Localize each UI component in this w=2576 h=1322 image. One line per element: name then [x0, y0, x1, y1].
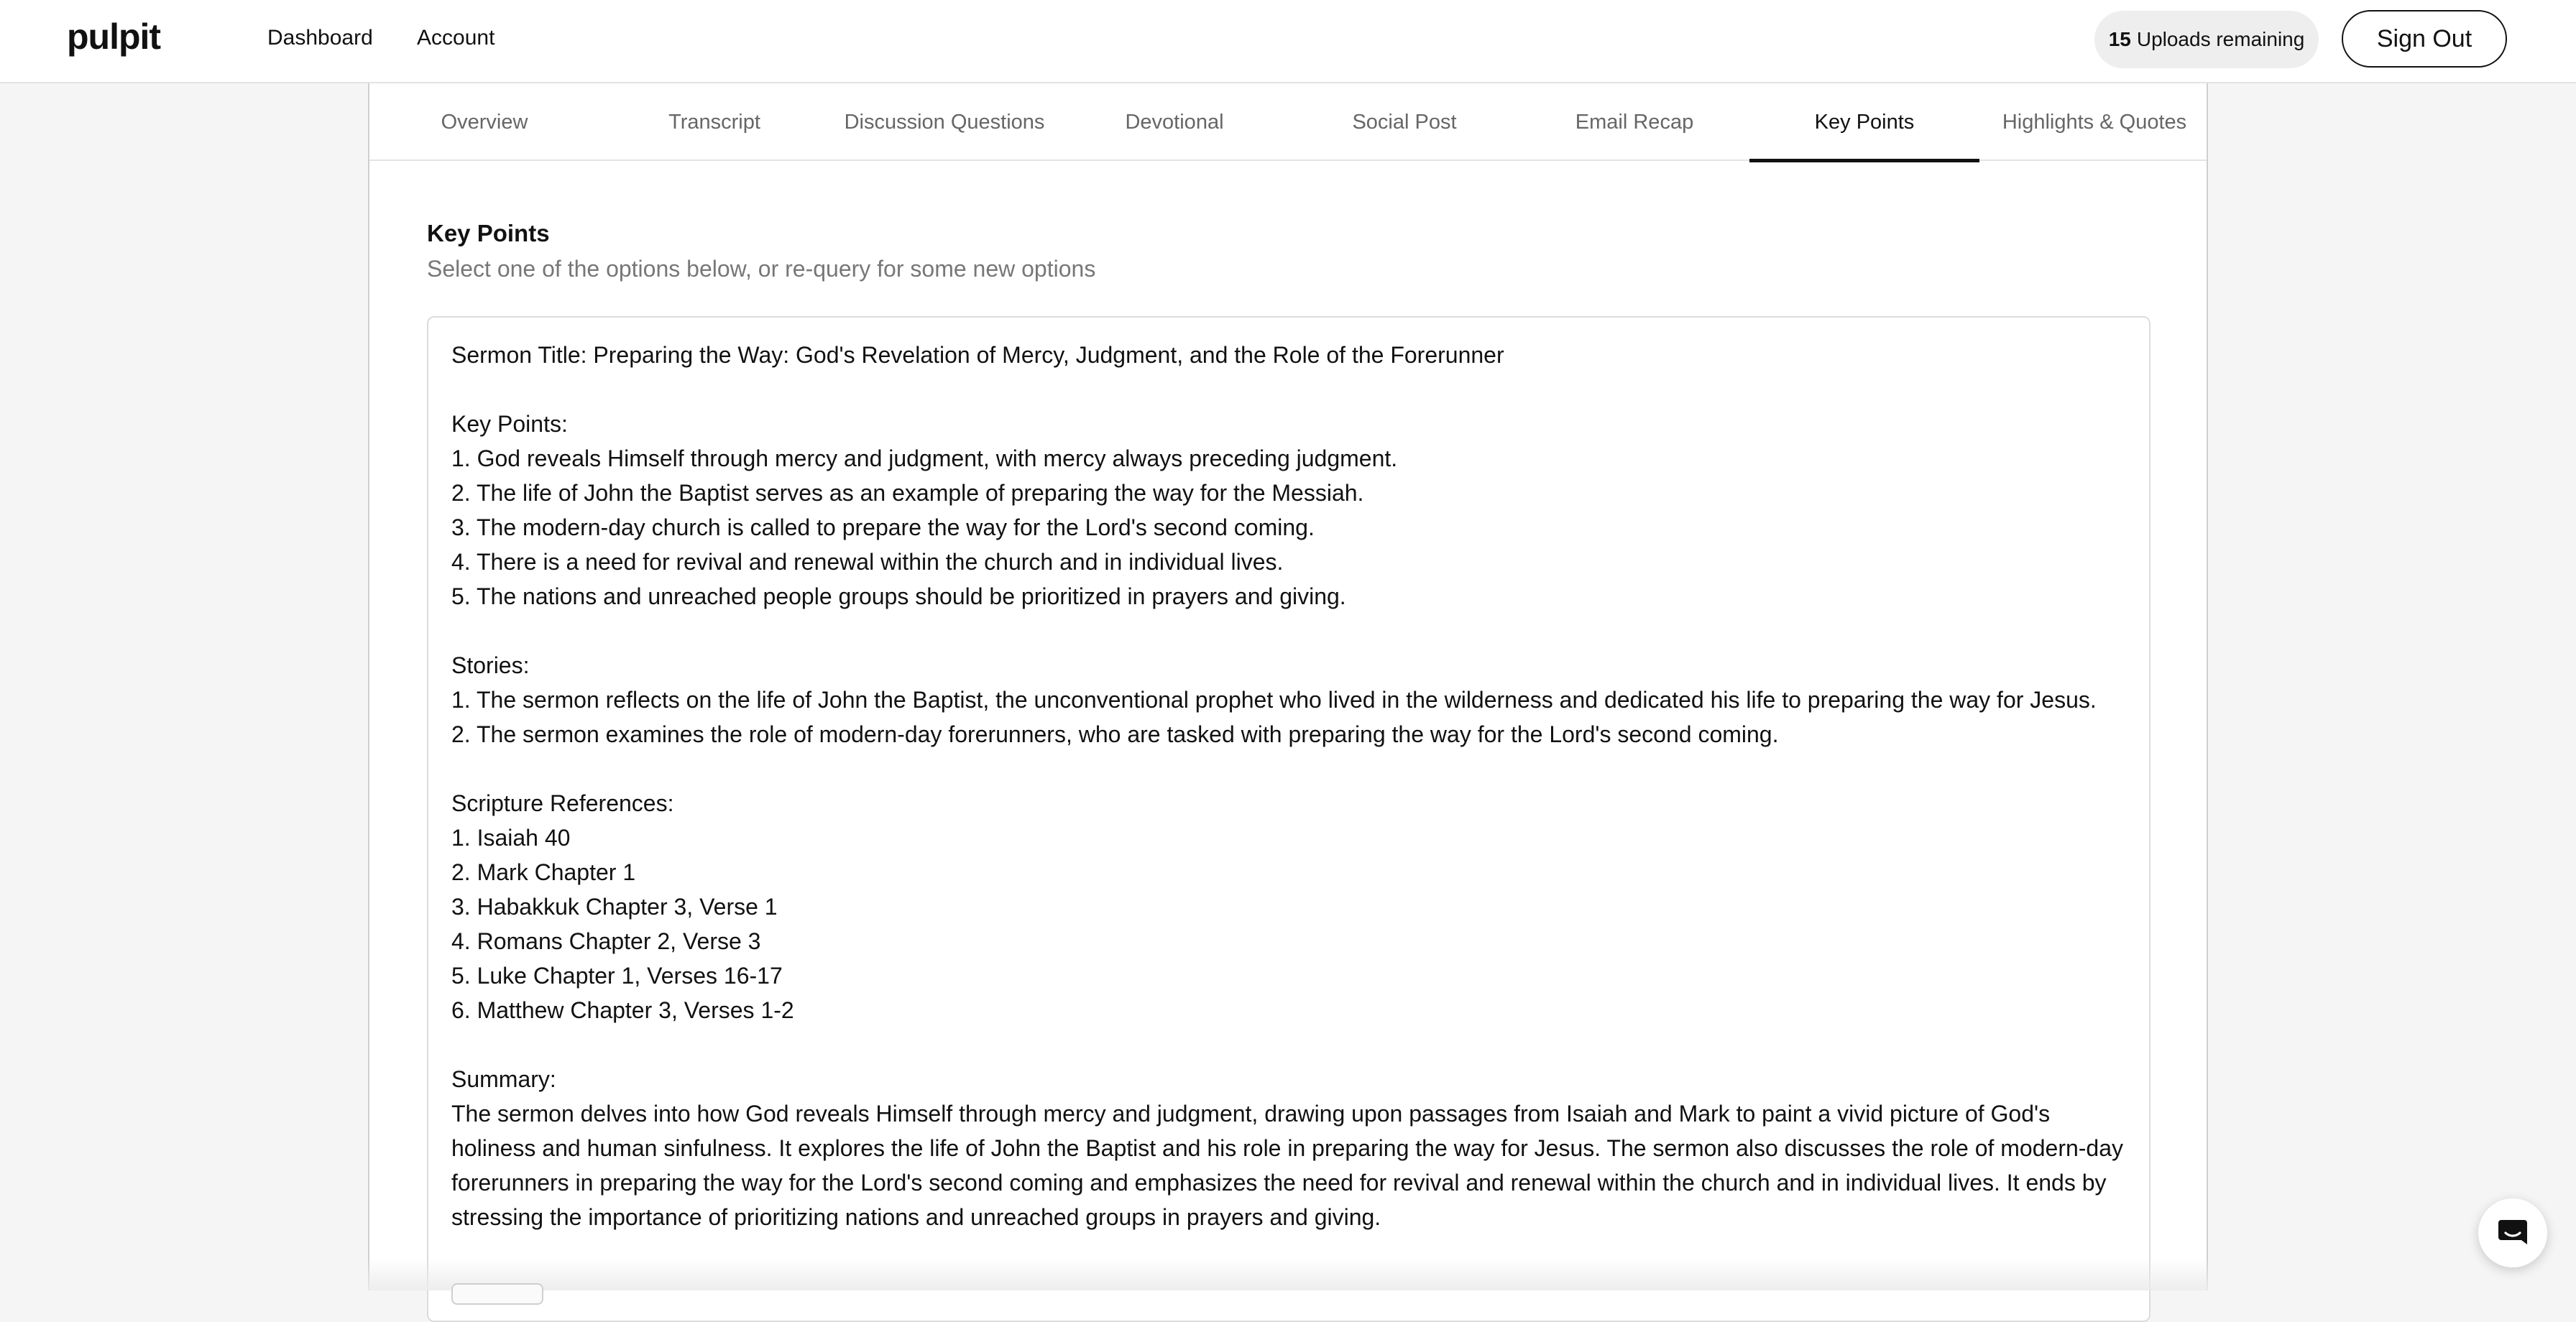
key-points-option-card[interactable]: [427, 316, 2150, 1322]
tab-discussion-questions[interactable]: Discussion Questions: [844, 110, 1045, 134]
section-title: Key Points: [427, 220, 550, 246]
tab-transcript[interactable]: Transcript: [668, 110, 760, 134]
tab-bar: [369, 83, 2207, 161]
uploads-count: 15: [2108, 28, 2131, 50]
key-points-text: Sermon Title: Preparing the Way: God's Revelation of Mercy, Judgment, and the Role of the Forerunner Key Points: 1. God reveals Himself through mercy and judgment, with mercy always preceding judgment. 2. The life of John the Baptist serves as an example of preparing the way for the Messiah. 3. The modern-day church is called to prepare the way for the Lord's second coming. 4. There is a need for revival and renewal within the church and in individual lives. 5. The nations and unreached people groups should be prioritized in prayers and giving. Stories: 1. The sermon reflects on the life of John the Baptist, the unconventional prophet who lived in the wilderness and dedicated his life to preparing the way for Jesus. 2. The sermon examines the role of modern-day forerunners, who are tasked with preparing the way for the Lord's second coming. Scripture References: 1. Isaiah 40 2. Mark Chapter 1 3. Habakkuk Chapter 3, Verse 1 4. Romans Chapter 2, Verse 3 5. Luke Chapter 1, Verses 16-17 6. Matthew Chapter 3, Verses 1-2 Summary: The sermon delves into how God reveals Himself through mercy and judgment, drawing upon passages from Isaiah and Mark to paint a vivid picture of God's holiness and human sinfulness. It explores the life of John the Baptist and his role in preparing the way for Jesus. The sermon also discusses the role of modern-day forerunners in preparing the way for the Lord's second coming and emphasizes the need for revival and renewal within the church and in individual lives. It ends by stressing the importance of prioritizing nations and unreached groups in prayers and giving.: [451, 342, 2124, 1230]
nav-account-link[interactable]: Account: [417, 26, 495, 50]
tab-key-points[interactable]: Key Points: [1749, 83, 1979, 161]
top-navbar: [0, 0, 2576, 83]
pulpit-logo[interactable]: pulpit: [67, 17, 161, 57]
sign-out-button[interactable]: Sign Out: [2342, 10, 2507, 68]
chat-bubble-icon: [2496, 1216, 2530, 1250]
select-option-button[interactable]: [451, 1283, 543, 1305]
tab-overview[interactable]: Overview: [441, 110, 528, 134]
content-panel: [368, 83, 2208, 1290]
tab-highlights-quotes[interactable]: Highlights & Quotes: [2002, 110, 2187, 134]
tab-social-post[interactable]: Social Post: [1352, 110, 1457, 134]
uploads-remaining-badge: [2094, 11, 2319, 68]
chat-launcher-button[interactable]: [2478, 1198, 2547, 1267]
tab-devotional[interactable]: Devotional: [1125, 110, 1224, 134]
uploads-label: Uploads remaining: [2136, 28, 2305, 50]
tab-email-recap[interactable]: Email Recap: [1575, 110, 1694, 134]
section-subtitle: Select one of the options below, or re-query for some new options: [427, 256, 1096, 282]
scroll-fade: [368, 1259, 2208, 1290]
nav-dashboard-link[interactable]: Dashboard: [267, 26, 373, 50]
